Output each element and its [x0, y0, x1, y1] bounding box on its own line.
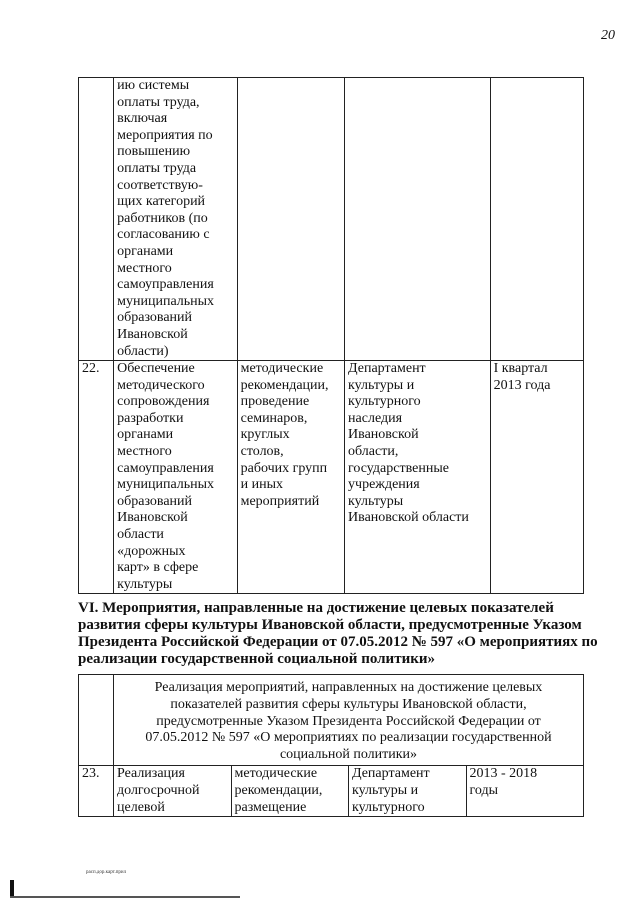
text-line: и иных — [240, 477, 283, 493]
cell-responsible — [345, 361, 491, 594]
text-line: разработки — [117, 410, 184, 426]
page-number: 20 — [601, 28, 615, 43]
text-line: долгосрочной — [117, 782, 200, 798]
text-line: образований — [117, 310, 193, 326]
footer-filename: расп.дор.карт.прил — [86, 870, 127, 875]
text-line: местного — [117, 444, 172, 460]
cell-num — [79, 78, 114, 361]
text-line: культуры и — [352, 782, 419, 798]
table-row — [79, 78, 584, 361]
cell-description — [114, 361, 237, 594]
text-line: Реализация мероприятий, направленных на достижение целевых — [154, 680, 543, 696]
text-line: столов, — [240, 444, 284, 460]
text-line: мероприятий — [240, 493, 320, 509]
text-line: Департамент — [348, 361, 426, 377]
text-line: круглых — [240, 427, 290, 443]
text-line: показателей развития сферы культуры Ивановской области, — [170, 697, 527, 712]
text-line: рабочих групп — [240, 460, 328, 476]
measures-table-continued — [78, 77, 584, 594]
text-line: повышению — [117, 144, 191, 160]
cell-num: 22. — [79, 361, 114, 594]
text-line: оплаты труда — [117, 160, 197, 176]
text-line: методического — [117, 377, 205, 393]
cell-deadline — [466, 766, 584, 817]
text-line: согласованию с — [117, 227, 210, 243]
text-line: органами — [117, 243, 174, 259]
text-line: Ивановской — [348, 427, 419, 443]
text-line: оплаты труда, — [117, 94, 200, 110]
text-line: методические — [240, 361, 324, 377]
table-row — [79, 766, 584, 817]
text-line: области, — [348, 444, 399, 460]
text-line: Ивановской — [117, 326, 188, 342]
cell-form — [231, 766, 349, 817]
cell-description — [114, 766, 232, 817]
text-line: I квартал — [493, 361, 548, 377]
text-line: размещение — [234, 799, 307, 815]
text-line: ию системы — [117, 78, 190, 93]
text-line: карт» в сфере — [117, 560, 199, 576]
text-line: предусмотренные Указом Президента Российской Федерации от — [156, 713, 541, 729]
text-line: Департамент — [352, 766, 430, 782]
text-line: методические — [234, 766, 318, 782]
text-line: органами — [117, 427, 174, 443]
text-line: учреждения — [348, 477, 420, 493]
cell-form — [237, 361, 344, 594]
text-line: 2013 года — [493, 377, 551, 393]
cell-num: 23. — [79, 766, 114, 817]
text-line: области) — [117, 343, 169, 359]
text-line: Ивановской области — [348, 510, 469, 526]
cell-responsible — [349, 766, 467, 817]
text-line: 07.05.2012 № 597 «О мероприятиях по реализации государственной — [145, 730, 552, 746]
text-line: рекомендации, — [240, 377, 329, 393]
text-line: соответствую- — [117, 177, 203, 193]
text-line: культурного — [352, 799, 425, 815]
table-row — [79, 361, 584, 594]
text-line: самоуправления — [117, 277, 214, 293]
text-line: культуры — [348, 493, 404, 509]
text-line: муниципальных — [117, 477, 215, 493]
cell-deadline — [490, 361, 583, 594]
table-row — [79, 675, 584, 766]
text-line: работников (по — [117, 210, 208, 226]
cell-description — [114, 78, 237, 361]
text-line: культуры и — [348, 377, 415, 393]
text-line: культурного — [348, 394, 421, 410]
cell-form — [237, 78, 344, 361]
text-line: щих категорий — [117, 194, 206, 210]
text-line: 2013 - 2018 — [469, 766, 538, 782]
text-line: «дорожных — [117, 543, 186, 559]
text-line: образований — [117, 493, 193, 509]
cell-num — [79, 675, 114, 766]
cell-deadline — [490, 78, 583, 361]
text-line: области — [117, 527, 164, 543]
document-body — [78, 77, 598, 817]
text-line: местного — [117, 260, 172, 276]
text-line: наследия — [348, 410, 403, 426]
scan-bottom-line — [10, 896, 240, 898]
text-line: муниципальных — [117, 293, 215, 309]
text-line: культуры — [117, 576, 173, 592]
text-line: государственные — [348, 460, 449, 476]
text-line: целевой — [117, 799, 165, 815]
text-line: Реализация — [117, 766, 185, 782]
text-line: годы — [469, 782, 499, 798]
measures-table-section-vi — [78, 674, 584, 817]
text-line: семинаров, — [240, 410, 308, 426]
cell-responsible — [345, 78, 491, 361]
text-line: включая — [117, 111, 168, 127]
text-line: мероприятия по — [117, 127, 213, 143]
text-line: сопровождения — [117, 394, 210, 410]
text-line: самоуправления — [117, 460, 214, 476]
text-line: проведение — [240, 394, 310, 410]
section-heading: VI. Мероприятия, направленные на достижение целевых показателей развития сферы культуры Ивановской области, предусмотренные Указом Президента Российской Федерации от 07.05.2012 № 597 «О мероприятиях по реализации государственной социальной политики» — [78, 600, 598, 668]
cell-section-title — [114, 675, 584, 766]
text-line: Ивановской — [117, 510, 188, 526]
text-line: социальной политики» — [279, 746, 418, 762]
text-line: рекомендации, — [234, 782, 323, 798]
text-line: Обеспечение — [117, 361, 195, 377]
